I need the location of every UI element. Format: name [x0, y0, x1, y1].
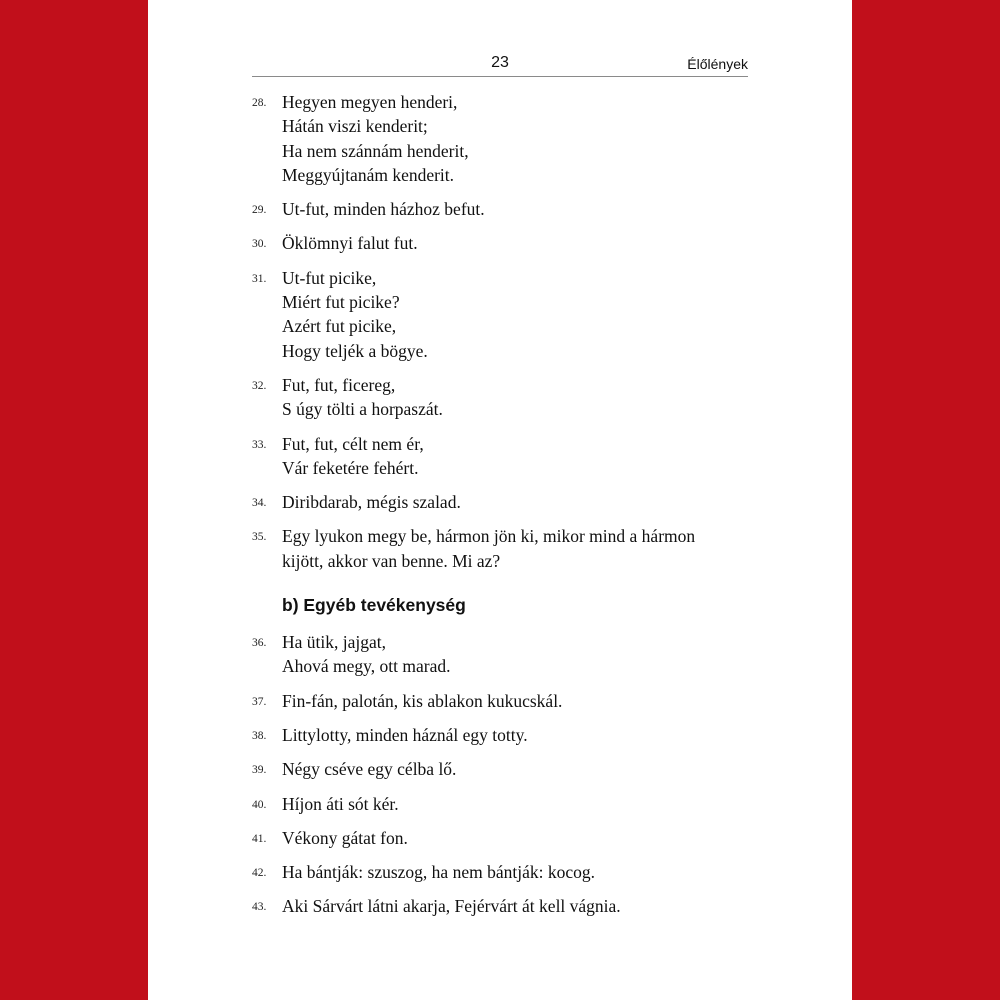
page-header [252, 54, 748, 77]
riddle-number: 40. [252, 798, 267, 811]
page-number: 23 [491, 54, 509, 71]
riddle-number: 34. [252, 497, 267, 510]
riddle-item [252, 197, 752, 221]
riddle-list [252, 90, 752, 929]
running-head: Élőlények [687, 56, 748, 72]
riddle-line: Vékony gátat fon. [282, 827, 408, 848]
riddle-line: kijött, akkor van benne. Mi az? [282, 550, 501, 571]
riddle-item [252, 373, 752, 422]
riddle-number: 32. [252, 379, 267, 392]
riddle-line: Öklömnyi falut fut. [282, 233, 418, 254]
riddle-line: Diribdarab, mégis szalad. [282, 492, 461, 513]
riddle-item [252, 524, 752, 573]
riddle-item [252, 894, 752, 918]
riddle-number: 35. [252, 531, 267, 544]
riddle-line: Híjon áti sót kér. [282, 793, 399, 814]
riddle-number: 42. [252, 867, 267, 880]
riddle-line: S úgy tölti a horpaszát. [282, 399, 443, 420]
riddle-line: Ha nem szánnám henderit, [282, 140, 469, 161]
riddle-item [252, 826, 752, 850]
riddle-number: 30. [252, 238, 267, 251]
riddle-number: 39. [252, 764, 267, 777]
section-heading: b) Egyéb tevékenység [282, 595, 466, 616]
riddle-line: Fut, fut, célt nem ér, [282, 433, 424, 454]
riddle-line: Fin-fán, palotán, kis ablakon kukucskál. [282, 690, 563, 711]
riddle-item [252, 90, 752, 187]
riddle-line: Hegyen megyen henderi, [282, 92, 458, 112]
riddle-item [252, 266, 752, 363]
riddle-line: Vár feketére fehért. [282, 457, 419, 478]
riddle-number: 41. [252, 832, 267, 845]
riddle-line: Négy cséve egy célba lő. [282, 759, 457, 780]
riddle-item [252, 860, 752, 884]
riddle-number: 33. [252, 438, 267, 451]
riddle-item [252, 723, 752, 747]
riddle-number: 29. [252, 204, 267, 217]
riddle-line: Hátán viszi kenderit; [282, 116, 428, 137]
riddle-group-b [252, 630, 752, 919]
riddle-number: 31. [252, 272, 267, 285]
riddle-item [252, 231, 752, 255]
riddle-line: Ha bántják: szuszog, ha nem bántják: kocog. [282, 862, 595, 883]
riddle-number: 28. [252, 97, 267, 109]
riddle-item [252, 490, 752, 514]
riddle-number: 36. [252, 637, 267, 650]
book-page [148, 0, 852, 1000]
riddle-number: 38. [252, 729, 267, 742]
riddle-line: Ahová megy, ott marad. [282, 656, 451, 677]
riddle-line: Ha ütik, jajgat, [282, 632, 387, 653]
riddle-item [252, 689, 752, 713]
riddle-line: Miért fut picike? [282, 292, 400, 313]
riddle-item [252, 792, 752, 816]
riddle-number: 43. [252, 901, 267, 914]
riddle-line: Littylotty, minden háznál egy totty. [282, 724, 528, 745]
riddle-line: Egy lyukon megy be, hármon jön ki, mikor mind a hármon [282, 526, 696, 547]
riddle-item [252, 630, 752, 679]
riddle-line: Hogy teljék a bögye. [282, 340, 428, 361]
riddle-item [252, 757, 752, 781]
riddle-line: Meggyújtanám kenderit. [282, 164, 455, 185]
riddle-group-a [252, 90, 752, 573]
riddle-line: Ut-fut picike, [282, 267, 377, 288]
riddle-line: Aki Sárvárt látni akarja, Fejérvárt át kell vágnia. [282, 896, 621, 917]
riddle-item [252, 432, 752, 481]
riddle-number: 37. [252, 695, 267, 708]
riddle-line: Fut, fut, ficereg, [282, 374, 396, 395]
riddle-line: Azért fut picike, [282, 316, 397, 337]
riddle-line: Ut-fut, minden házhoz befut. [282, 199, 485, 220]
